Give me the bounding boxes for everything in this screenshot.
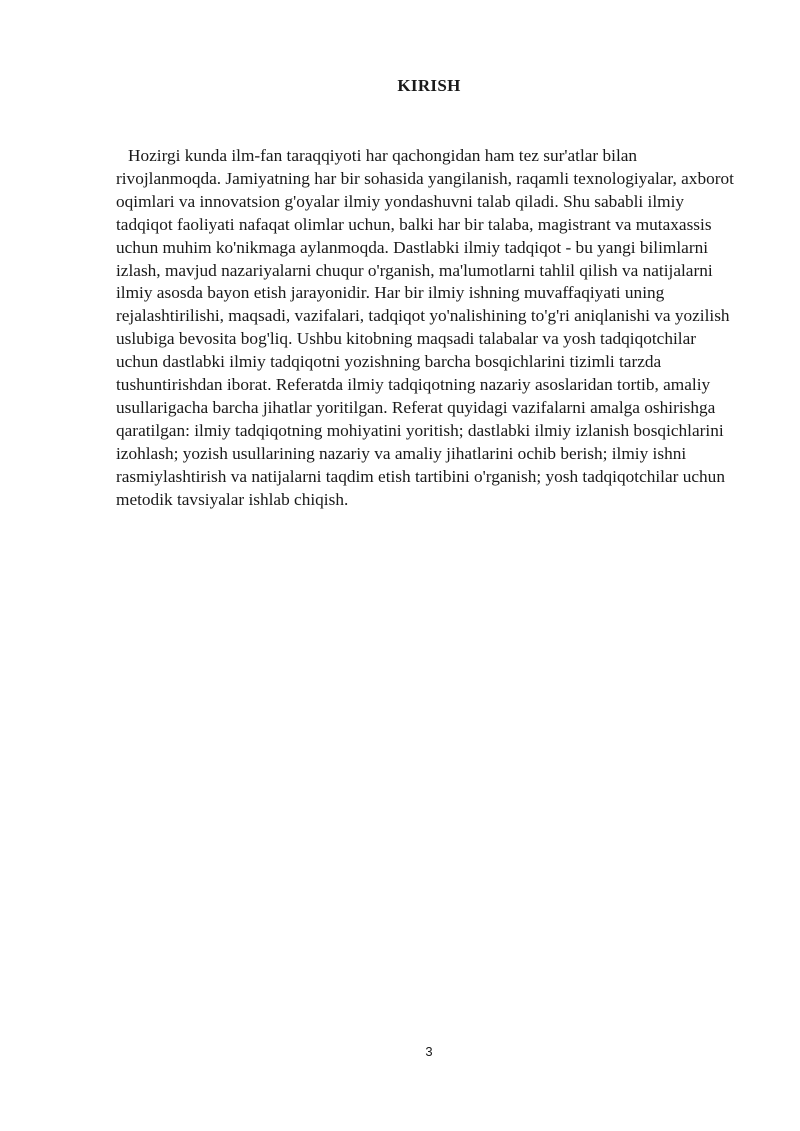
page-number: 3 (425, 1044, 433, 1059)
page-title: KIRISH (397, 76, 461, 95)
body-paragraph: Hozirgi kunda ilm-fan taraqqiyoti har qachongidan ham tez sur'atlar bilan rivojlanmoqda. Jamiyatning har bir sohasida yangilanish, raqamli texnologiyalar, axborot oqimlari va innovatsion g'oyalar ilmiy yondashuvni talab qiladi. Shu sababli ilmiy tadqiqot faoliyati nafaqat olimlar uchun, balki har bir talaba, magistrant va mutaxassis uchun muhim ko'nikmaga aylanmoqda. Dastlabki ilmiy tadqiqot - bu yangi bilimlarni izlash, mavjud nazariyalarni chuqur o'rganish, ma'lumotlarni tahlil qilish va natijalarni ilmiy asosda bayon etish jarayonidir. Har bir ilmiy ishning muvaffaqiyati uning rejalashtirilishi, maqsadi, vazifalari, tadqiqot yo'nalishining to'g'ri aniqlanishi va yozilish uslubiga bevosita bog'liq. Ushbu kitobning maqsadi talabalar va yosh tadqiqotchilar uchun dastlabki ilmiy tadqiqotni yozishning barcha bosqichlarini tizimli tarzda tushuntirishdan iborat. Referatda ilmiy tadqiqotning nazariy asoslaridan tortib, amaliy usullarigacha barcha jihatlar yoritilgan. Referat quyidagi vazifalarni amalga oshirishga qaratilgan: ilmiy tadqiqotning mohiyatini yoritish; dastlabki ilmiy izlanish bosqichlarini izohlash; yozish usullarining nazariy va amaliy jihatlarini ochib berish; ilmiy ishni rasmiylashtirish va natijalarni taqdim etish tartibini o'rganish; yosh tadqiqotchilar uchun metodik tavsiyalar ishlab chiqish. (116, 146, 734, 509)
